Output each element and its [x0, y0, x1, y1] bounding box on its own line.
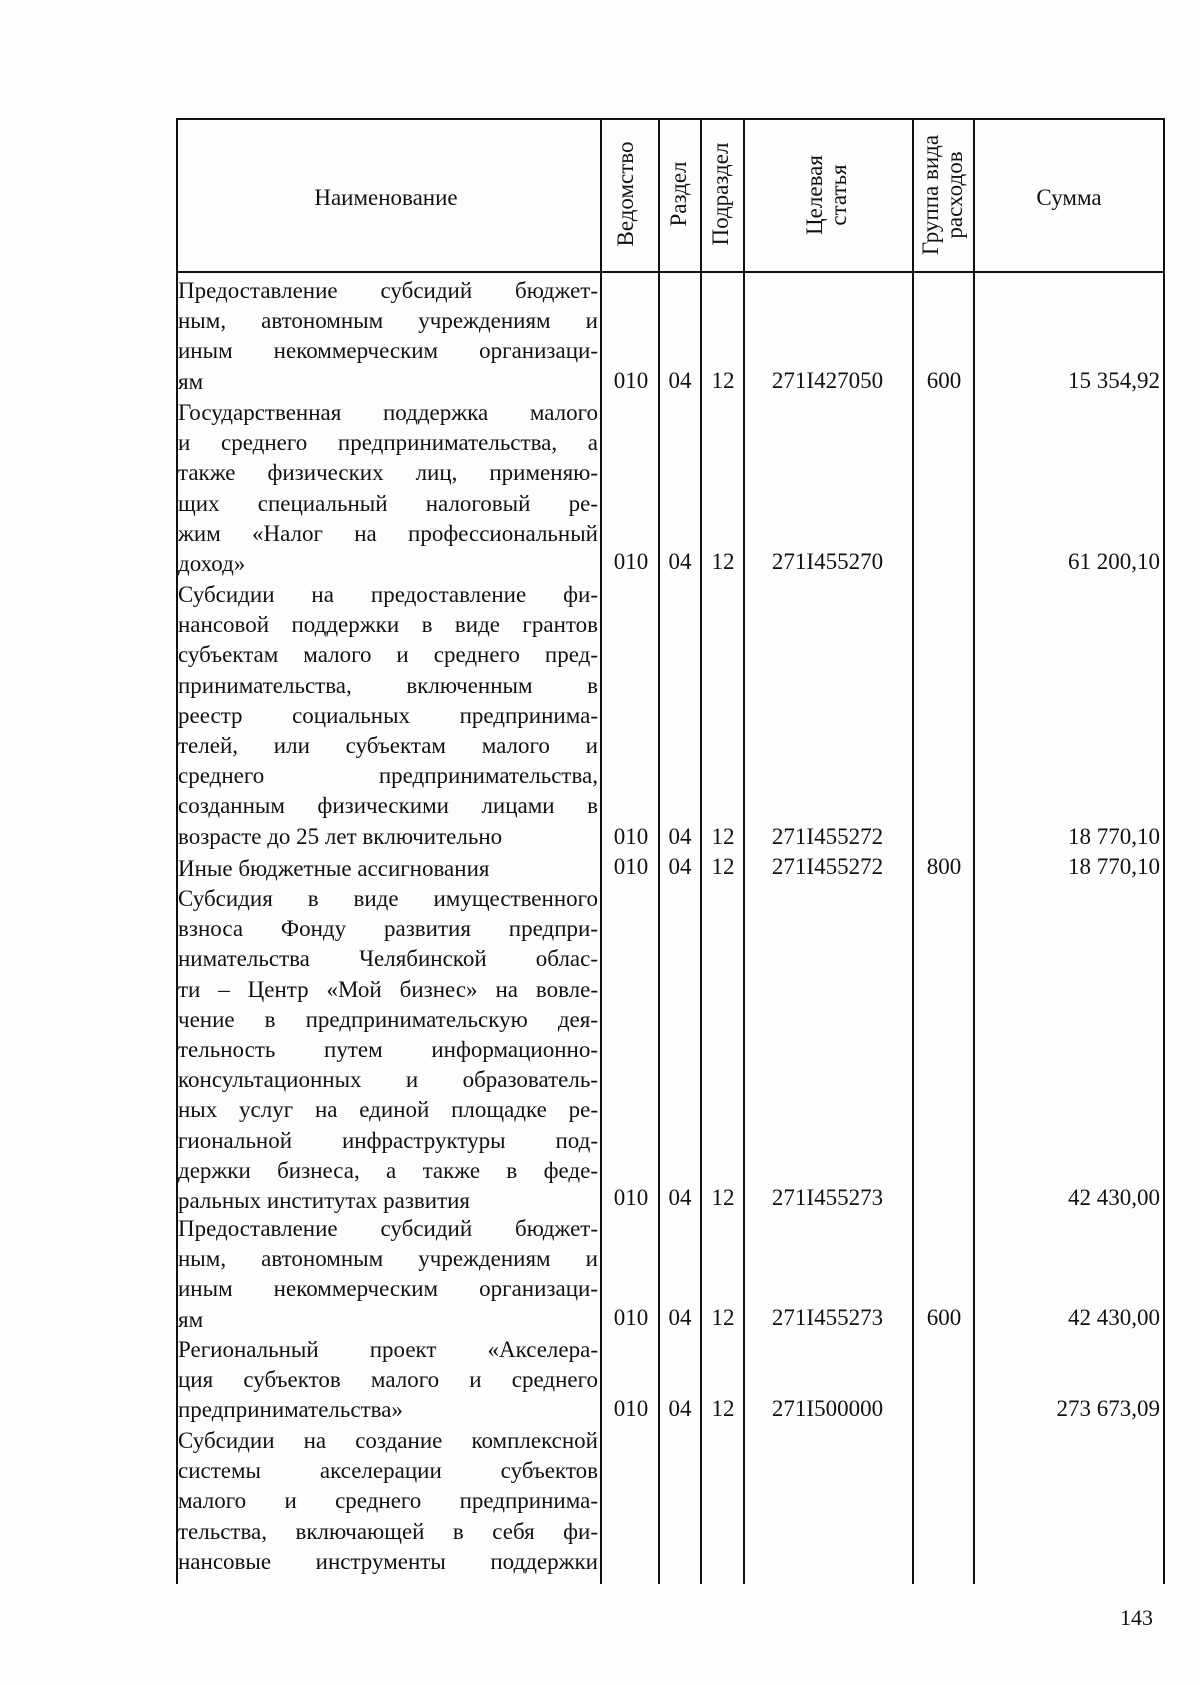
header-celevaya-line1: Целевая	[802, 155, 827, 235]
header-gruppa-vida	[919, 128, 967, 262]
cell-vedomstvo: 010	[613, 1185, 649, 1210]
cell-celevaya: 271I455272	[771, 854, 884, 879]
cell-razdel: 04	[668, 854, 692, 879]
table-row-name: Субсидии на создание комплексной системы акселерации субъектов малого и среднего предпринима- тельства, включающей в себя фи- нансовые инструменты поддержки	[178, 1428, 598, 1574]
cell-celevaya: 271I500000	[771, 1396, 884, 1421]
header-podrazdel: Подраздел	[708, 142, 733, 246]
table-row-name: Государственная поддержка малого и среднего предпринимательства, а также физических лиц, применяю- щих специальный налоговый ре- жим «Налог на профессиональный доход»	[178, 400, 598, 577]
header-razdel: Раздел	[666, 161, 691, 227]
col-divider-2	[658, 118, 660, 1584]
table-row-name: Иные бюджетные ассигнования	[178, 856, 490, 881]
cell-celevaya: 271I455272	[771, 824, 884, 849]
cell-celevaya: 271I427050	[771, 368, 884, 393]
col-divider-6	[973, 118, 975, 1584]
table-row-name: Субсидия в виде имущественного взноса Фонду развития предпри- нимательства Челябинской облас- ти – Центр «Мой бизнес» на вовле- чение в предпринимательскую дея- тельность путем информационно- консультационных и образователь- ных услуг на единой площадке ре- гиональной инфраструктуры под- держки бизнеса, а также в феде- ральных институтах развития	[178, 886, 598, 1214]
cell-vedomstvo: 010	[613, 854, 649, 879]
table-row-name: Региональный проект «Акселера- ция субъектов малого и среднего предпринимательства»	[178, 1337, 598, 1423]
page-number: 143	[1120, 1605, 1153, 1630]
cell-celevaya: 271I455273	[771, 1305, 884, 1330]
table-row-name: Субсидии на предоставление фи- нансовой поддержки в виде грантов субъектам малого и среднего пред- принимательства, включенным в реестр социальных предпринима- телей, или субъектам малого и среднего предпринимательства, созданным физическими лицами в возрасте до 25 лет включительно	[178, 582, 598, 849]
cell-razdel: 04	[668, 549, 692, 574]
header-name: Наименование	[314, 185, 458, 210]
cell-vedomstvo: 010	[613, 368, 649, 393]
cell-summa: 273 673,09	[1056, 1396, 1160, 1421]
header-celevaya-line2: статья	[826, 164, 851, 226]
table-top-border	[176, 118, 1165, 120]
table-row-name: Предоставление субсидий бюджет- ным, автономным учреждениям и иным некоммерческим организаци- ям	[178, 278, 598, 394]
table-header-bottom-border	[176, 271, 1165, 273]
cell-podrazdel: 12	[711, 1396, 735, 1421]
col-divider-3	[700, 118, 702, 1584]
table-row-name: Предоставление субсидий бюджет- ным, автономным учреждениям и иным некоммерческим организаци- ям	[178, 1216, 598, 1332]
cell-summa: 15 354,92	[1068, 368, 1160, 393]
cell-razdel: 04	[668, 1305, 692, 1330]
cell-vedomstvo: 010	[613, 549, 649, 574]
table-right-border	[1163, 118, 1165, 1584]
cell-razdel: 04	[668, 824, 692, 849]
cell-summa: 61 200,10	[1068, 549, 1160, 574]
header-summa: Сумма	[1036, 185, 1102, 210]
cell-celevaya: 271I455273	[771, 1185, 884, 1210]
col-divider-5	[912, 118, 914, 1584]
cell-summa: 42 430,00	[1068, 1185, 1160, 1210]
header-celevaya-statya	[803, 135, 851, 255]
cell-gruppa: 800	[926, 854, 962, 879]
cell-gruppa: 600	[926, 1305, 962, 1330]
header-gruppa-line2: расходов	[942, 151, 967, 239]
cell-razdel: 04	[668, 368, 692, 393]
cell-podrazdel: 12	[711, 549, 735, 574]
cell-gruppa: 600	[926, 368, 962, 393]
col-divider-4	[743, 118, 745, 1584]
cell-summa: 42 430,00	[1068, 1305, 1160, 1330]
cell-celevaya: 271I455270	[771, 549, 884, 574]
cell-vedomstvo: 010	[613, 1396, 649, 1421]
cell-summa: 18 770,10	[1068, 824, 1160, 849]
cell-razdel: 04	[668, 1396, 692, 1421]
header-gruppa-line1: Группа вида	[918, 134, 943, 256]
header-vedomstvo: Ведомство	[613, 141, 638, 247]
cell-summa: 18 770,10	[1068, 854, 1160, 879]
cell-podrazdel: 12	[711, 1305, 735, 1330]
cell-razdel: 04	[668, 1185, 692, 1210]
cell-podrazdel: 12	[711, 824, 735, 849]
col-divider-1	[600, 118, 602, 1584]
cell-vedomstvo: 010	[613, 824, 649, 849]
cell-podrazdel: 12	[711, 1185, 735, 1210]
cell-podrazdel: 12	[711, 854, 735, 879]
cell-podrazdel: 12	[711, 368, 735, 393]
cell-vedomstvo: 010	[613, 1305, 649, 1330]
